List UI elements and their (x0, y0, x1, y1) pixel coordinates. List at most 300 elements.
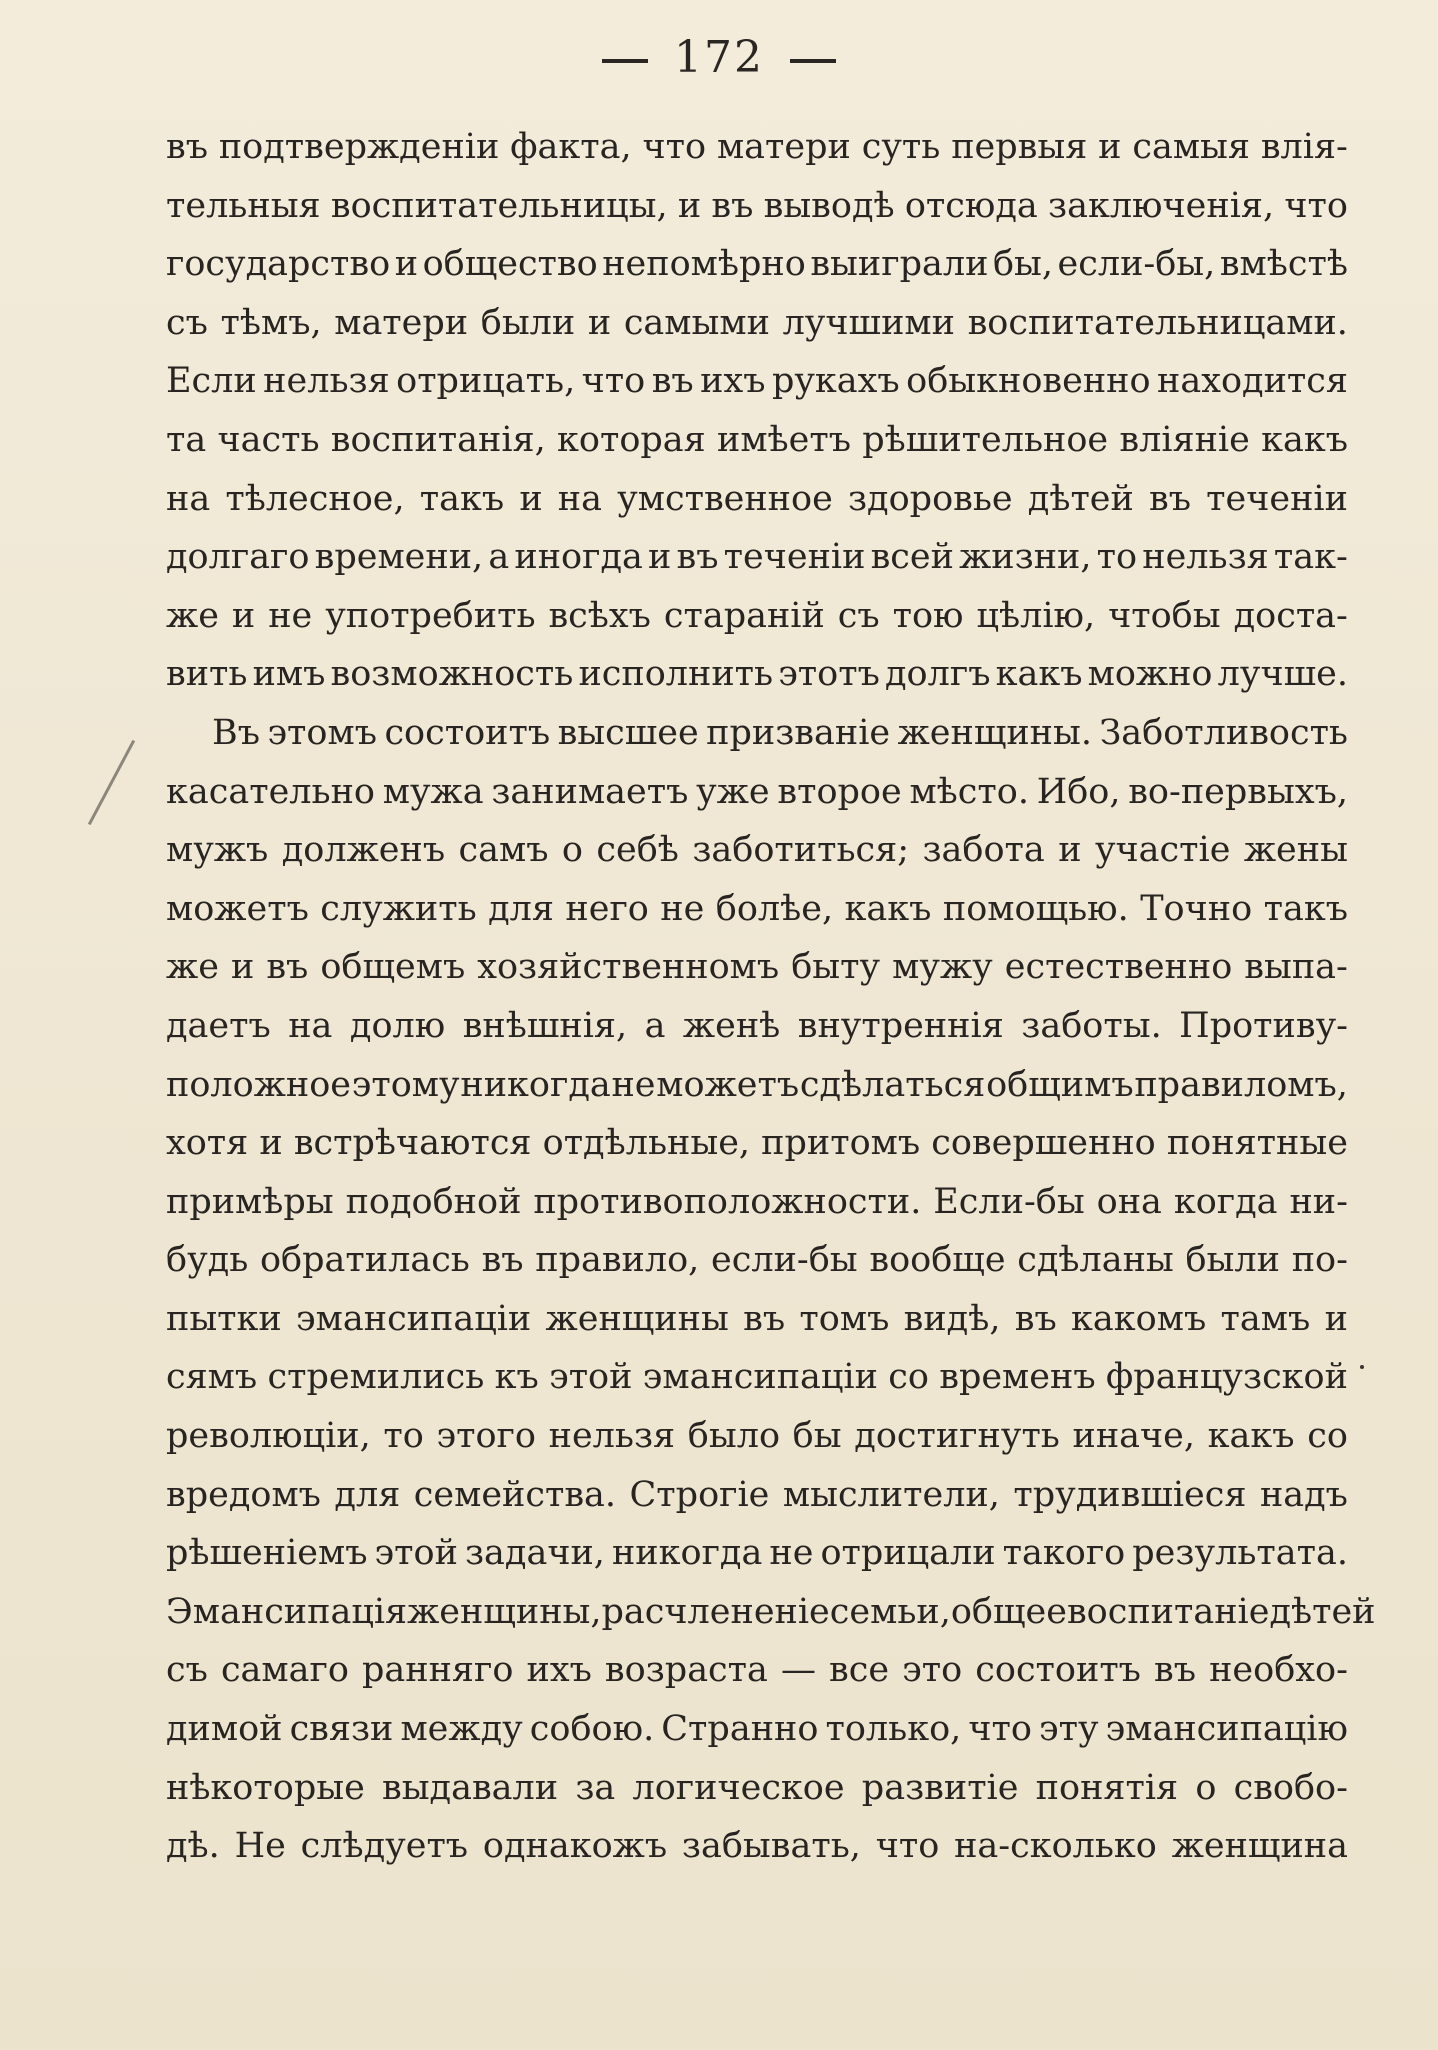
text-line (166, 352, 1348, 411)
word: внѣшнія, (462, 1005, 628, 1046)
word: которая (557, 419, 706, 460)
word: съ (166, 1650, 208, 1691)
word: дѣ. (166, 1826, 220, 1867)
word: не (769, 1533, 814, 1574)
word: выпа- (1244, 947, 1348, 988)
word: задачи, (464, 1533, 605, 1574)
word: всѣхъ (548, 595, 651, 636)
word: нельзя (548, 1416, 676, 1457)
word: Заботливость (1099, 712, 1348, 753)
word: связи (289, 1709, 394, 1750)
word: даетъ (166, 1005, 271, 1046)
word: долгаго (166, 537, 310, 578)
word: противоположности. (533, 1181, 922, 1222)
word: революціи, (166, 1416, 371, 1457)
word: иногда (514, 537, 643, 578)
word: эту (1039, 1709, 1099, 1750)
word: на (557, 478, 602, 519)
word: по- (1291, 1240, 1348, 1281)
word: находится (1157, 361, 1348, 402)
word: встрѣчаются (293, 1123, 532, 1164)
word: участіе (1094, 830, 1231, 871)
word: тою (892, 595, 964, 636)
word: и (677, 185, 702, 226)
word: воспитательницами. (967, 302, 1348, 343)
word: стараній (663, 595, 825, 636)
page-header (0, 32, 1438, 83)
word: общемъ (320, 947, 466, 988)
word: со (1307, 1416, 1348, 1457)
text-line (166, 1466, 1348, 1525)
word: ихъ (526, 1650, 592, 1691)
word: между (400, 1709, 523, 1750)
word: ихъ (700, 361, 766, 402)
word: и (587, 302, 612, 343)
word: женщина (1171, 1826, 1348, 1867)
text-line (166, 1290, 1348, 1349)
text-line (166, 1231, 1348, 1290)
word: вмѣстѣ (1219, 244, 1348, 285)
word: что (581, 361, 646, 402)
text-line (166, 587, 1348, 646)
word: хозяйственномъ (477, 947, 780, 988)
word: уже (696, 771, 770, 812)
word: то (1096, 537, 1138, 578)
body-text (166, 118, 1376, 1876)
word: сямъ (166, 1357, 258, 1398)
word: нѣкоторые (166, 1767, 365, 1808)
word: мужа (382, 771, 484, 812)
word: цѣлію, (976, 595, 1096, 636)
word: въ (711, 185, 754, 226)
word: и (230, 947, 255, 988)
word: однакожъ (482, 1826, 668, 1867)
word: это (902, 1650, 963, 1691)
word: мужъ (166, 830, 269, 871)
word: лучше. (1217, 654, 1348, 695)
word: факта, (510, 127, 632, 167)
word: пытки (166, 1298, 282, 1339)
word: долгъ (885, 654, 991, 695)
word: достигнуть (854, 1416, 1060, 1457)
word: такъ (419, 478, 505, 519)
word: вообще (869, 1240, 1006, 1281)
word: и (1058, 830, 1082, 871)
word: правиломъ, (1134, 1064, 1348, 1105)
word: выводѣ (763, 185, 895, 226)
word: касательно (166, 771, 375, 812)
word: матери (716, 127, 851, 167)
word: себѣ (596, 830, 679, 871)
word: и (231, 595, 256, 636)
word: обратилась (259, 1240, 470, 1281)
word: естественно (1004, 947, 1233, 988)
word: и (648, 537, 672, 578)
word: тѣлесное, (225, 478, 405, 519)
word: семьи, (829, 1591, 951, 1632)
word: со (888, 1357, 929, 1398)
word: вліяніе (1119, 419, 1250, 460)
word: французской (1105, 1357, 1348, 1398)
word: не (268, 595, 313, 636)
word: на-сколько (954, 1826, 1157, 1867)
word: Противу- (1179, 1005, 1348, 1046)
text-line (166, 294, 1348, 353)
word: жизни, (959, 537, 1092, 578)
word: не (660, 888, 705, 929)
word: понятія (1035, 1767, 1179, 1808)
text-line (166, 1173, 1348, 1232)
word: Въ (212, 712, 260, 753)
word: самыми (623, 302, 770, 343)
word: временъ (939, 1357, 1096, 1398)
word: такого (1002, 1533, 1126, 1574)
word: нельзя (1142, 537, 1269, 578)
text-line (166, 821, 1348, 880)
word: необхо- (1209, 1650, 1348, 1691)
word: женщины. (897, 712, 1092, 753)
word: тельныя (166, 185, 321, 226)
word: бы (792, 1416, 842, 1457)
word: имѣетъ (717, 419, 852, 460)
word: возраста (604, 1650, 768, 1691)
text-line (166, 1114, 1348, 1173)
word: этому (351, 1064, 460, 1105)
word: этой (374, 1533, 458, 1574)
word: Странно (661, 1709, 819, 1750)
word: какъ (1261, 419, 1348, 460)
word: для (334, 1474, 401, 1515)
word: томъ (799, 1298, 890, 1339)
word: можетъ (166, 888, 309, 929)
word: женщины, (407, 1591, 602, 1632)
ink-speck (1360, 1365, 1364, 1369)
word: хотя (166, 1123, 249, 1164)
word: здоровье (847, 478, 1013, 519)
text-line (166, 763, 1348, 822)
word: лучшими (782, 302, 955, 343)
word: выиграли (810, 244, 989, 285)
word: и (259, 1123, 283, 1164)
word: внутреннія (797, 1005, 1004, 1046)
word: отдѣльные, (542, 1123, 751, 1164)
text-line (166, 1759, 1348, 1818)
word: отрицали (820, 1533, 996, 1574)
word: собою. (529, 1709, 655, 1750)
word: воспитанія, (330, 419, 546, 460)
word: слѣдуетъ (300, 1826, 469, 1867)
word: забывать, (681, 1826, 861, 1867)
word: общее (950, 1591, 1067, 1632)
word: притомъ (761, 1123, 921, 1164)
text-line (166, 704, 1348, 763)
word: стремились (267, 1357, 485, 1398)
word: женщины (545, 1298, 729, 1339)
word: правило, (535, 1240, 700, 1281)
word: такъ (1263, 888, 1348, 929)
word: Эмансипація (166, 1591, 408, 1632)
word: этого (436, 1416, 536, 1457)
word: видѣ, (903, 1298, 1001, 1339)
word: результата. (1132, 1533, 1348, 1574)
word: съ (837, 595, 880, 636)
word: съ (166, 302, 208, 343)
word: служить (320, 888, 477, 929)
text-line (166, 411, 1348, 470)
word: женѣ (682, 1005, 781, 1046)
word: если-бы (711, 1240, 858, 1281)
word: ни- (1289, 1181, 1348, 1222)
word: вредомъ (166, 1474, 321, 1515)
word: подобной (345, 1181, 522, 1222)
word: а (644, 1005, 666, 1046)
word: на (288, 1005, 333, 1046)
word: что (642, 127, 707, 167)
word: этой (549, 1357, 633, 1398)
word: непомѣрно (602, 244, 806, 285)
word: рѣшеніемъ (166, 1533, 368, 1574)
word: суть (861, 127, 941, 167)
text-line (166, 1583, 1376, 1642)
word: заботы. (1021, 1005, 1162, 1046)
word: Точно (1140, 888, 1253, 929)
text-line (166, 880, 1348, 939)
word: можно (1087, 654, 1213, 695)
word: были (1185, 1240, 1280, 1281)
word: Если (166, 361, 257, 402)
word: мыслители, (782, 1474, 1000, 1515)
word: теченіи (723, 537, 866, 578)
word: состоитъ (975, 1650, 1141, 1691)
word: обыкновенно (906, 361, 1151, 402)
word: эмансипаціи (296, 1298, 532, 1339)
text-line (166, 938, 1348, 997)
word: самъ (458, 830, 549, 871)
word: Не (234, 1826, 286, 1867)
word: вить (166, 654, 248, 695)
word: то (383, 1416, 424, 1457)
word: всей (870, 537, 954, 578)
word: этомъ (267, 712, 377, 753)
word: нельзя (263, 361, 390, 402)
word: болѣе, (715, 888, 834, 929)
word: какомъ (1071, 1298, 1207, 1339)
word: быту (791, 947, 881, 988)
word: него (565, 888, 649, 929)
word: будь (166, 1240, 249, 1281)
word: сдѣланы (1017, 1240, 1174, 1281)
word: и (394, 244, 419, 285)
word: въ (676, 537, 719, 578)
word: въ (743, 1298, 786, 1339)
word: та (166, 419, 207, 460)
word: эмансипацію (1105, 1709, 1348, 1750)
word: для (488, 888, 554, 929)
word: мѣсто. (909, 771, 1029, 812)
word: димой (166, 1709, 283, 1750)
word: трудившіеся (1013, 1474, 1247, 1515)
word: за (575, 1767, 616, 1808)
word: общимъ (986, 1064, 1134, 1105)
word: воспитательницы, (330, 185, 668, 226)
word: что (1284, 185, 1348, 226)
word: часть (217, 419, 320, 460)
word: доста- (1233, 595, 1348, 636)
word: и (519, 478, 543, 519)
word: въ (266, 947, 309, 988)
word: никогда (611, 1533, 763, 1574)
text-line (166, 177, 1348, 236)
word: Ибо, (1036, 771, 1121, 812)
text-line (166, 1817, 1348, 1876)
word: о (1195, 1767, 1217, 1808)
word: времени, (314, 537, 484, 578)
word: что (968, 1709, 1032, 1750)
text-line (166, 1641, 1348, 1700)
word: Если-бы (933, 1181, 1085, 1222)
word: рукахъ (771, 361, 900, 402)
word: свобо- (1233, 1767, 1348, 1808)
word: въ (1014, 1298, 1057, 1339)
word: второе (777, 771, 902, 812)
word: можетъ (656, 1064, 800, 1105)
word: она (1096, 1181, 1162, 1222)
word: состоитъ (384, 712, 551, 753)
word: дѣтей (1269, 1591, 1376, 1632)
word: никогда (460, 1064, 611, 1105)
word: тѣмъ, (220, 302, 322, 343)
word: — (780, 1650, 816, 1691)
word: помощью. (942, 888, 1129, 929)
text-line (166, 528, 1348, 587)
word: только, (825, 1709, 962, 1750)
word: чтобы (1108, 595, 1221, 636)
word: жены (1243, 830, 1348, 871)
word: же (166, 947, 219, 988)
word: долженъ (281, 830, 446, 871)
word: иначе, (1072, 1416, 1196, 1457)
word: во-первыхъ, (1128, 771, 1348, 812)
word: отрицать, (396, 361, 576, 402)
word: положное (166, 1064, 352, 1105)
word: что (875, 1826, 940, 1867)
word: отсюда (904, 185, 1038, 226)
word: занимаетъ (491, 771, 689, 812)
word: не (611, 1064, 656, 1105)
word: а (488, 537, 510, 578)
word: ранняго (362, 1650, 514, 1691)
word: въ (166, 127, 208, 167)
word: и (1098, 127, 1122, 167)
word: было (687, 1416, 781, 1457)
word: матери (334, 302, 469, 343)
word: этотъ (778, 654, 880, 695)
word: совершенно (931, 1123, 1156, 1164)
word: воспитаніе (1066, 1591, 1270, 1632)
word: самаго (220, 1650, 349, 1691)
word: о (561, 830, 583, 871)
word: государство (166, 244, 391, 285)
word: Строгіе (629, 1474, 770, 1515)
text-line (166, 1407, 1348, 1466)
word: въ (481, 1240, 524, 1281)
word: бы, (992, 244, 1053, 285)
word: теченіи (1206, 478, 1348, 519)
word: же (166, 595, 219, 636)
text-line (166, 1700, 1348, 1759)
word: рѣшительное (862, 419, 1109, 460)
word: въ (651, 361, 694, 402)
word: исполнить (578, 654, 774, 695)
word: какъ (844, 888, 932, 929)
word: дѣтей (1027, 478, 1134, 519)
word: эмансипаціи (642, 1357, 878, 1398)
word: примѣры (166, 1181, 334, 1222)
word: высшее (557, 712, 699, 753)
word: долю (349, 1005, 446, 1046)
header-dash-left (602, 59, 648, 63)
word: призваніе (706, 712, 891, 753)
word: мужу (892, 947, 993, 988)
word: общество (422, 244, 598, 285)
word: выдавали (382, 1767, 559, 1808)
word: когда (1173, 1181, 1278, 1222)
word: понятные (1166, 1123, 1348, 1164)
word: подтвержденіи (218, 127, 500, 167)
pencil-margin-mark (88, 740, 135, 825)
word: если-бы, (1057, 244, 1216, 285)
word: въ (1154, 1650, 1197, 1691)
text-line (166, 235, 1348, 294)
word: возможность (330, 654, 574, 695)
word: были (480, 302, 576, 343)
word: заключенія, (1047, 185, 1275, 226)
word: развитіе (861, 1767, 1019, 1808)
word: на (166, 478, 211, 519)
text-line (166, 1524, 1348, 1583)
text-line (166, 1348, 1348, 1407)
word: и (1324, 1298, 1348, 1339)
word: сдѣлаться (799, 1064, 986, 1105)
word: тамъ (1220, 1298, 1311, 1339)
word: какъ (995, 654, 1083, 695)
word: имъ (252, 654, 326, 695)
word: къ (494, 1357, 539, 1398)
text-line (166, 1056, 1348, 1115)
word: так- (1273, 537, 1348, 578)
word: въ (1149, 478, 1191, 519)
text-line (166, 997, 1348, 1056)
word: самыя (1132, 127, 1250, 167)
word: семейства. (413, 1474, 617, 1515)
word: первыя (951, 127, 1088, 167)
word: все (829, 1650, 890, 1691)
word: употребить (325, 595, 536, 636)
word: влія- (1260, 127, 1348, 167)
word: забота (922, 830, 1045, 871)
word: логическое (632, 1767, 845, 1808)
text-line (166, 118, 1348, 177)
word: надъ (1259, 1474, 1348, 1515)
word: заботиться; (692, 830, 910, 871)
word: расчлененіе (601, 1591, 830, 1632)
page-number: 172 (674, 32, 764, 83)
word: умственное (617, 478, 833, 519)
text-line (166, 470, 1348, 529)
word: какъ (1207, 1416, 1295, 1457)
text-line (166, 645, 1348, 704)
header-dash-right (790, 59, 836, 63)
